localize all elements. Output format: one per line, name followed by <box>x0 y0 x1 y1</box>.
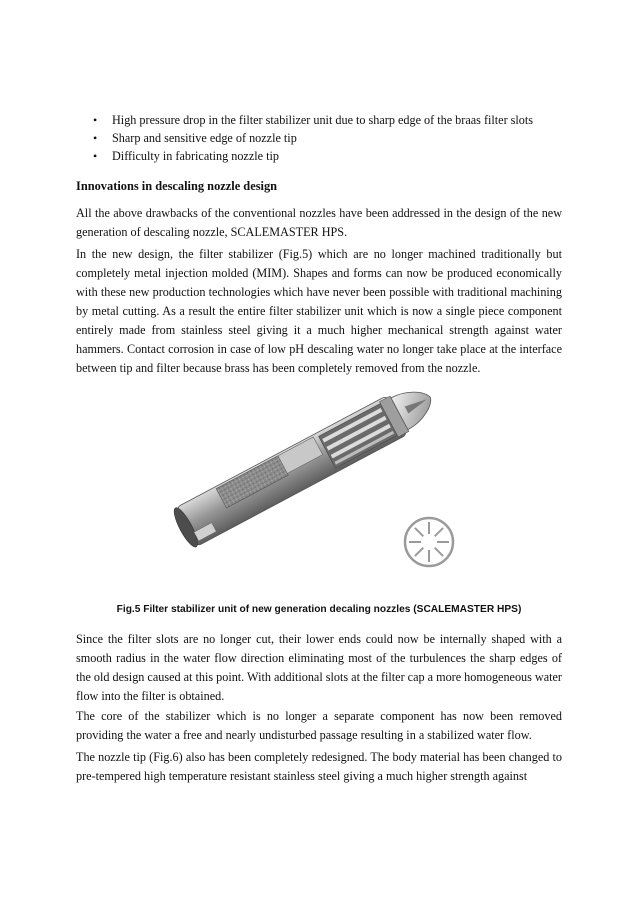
filter-stabilizer-figure <box>140 382 470 592</box>
paragraph: All the above drawbacks of the conventional nozzles have been addressed in the design of the new generation of descaling nozzle, SCALEMASTER HPS. <box>76 206 562 239</box>
filter-cap-end-view <box>405 518 453 566</box>
list-item: • Difficulty in fabricating nozzle tip <box>78 148 558 166</box>
nozzle-illustration <box>140 382 470 592</box>
figure-caption: Fig.5 Filter stabilizer unit of new generation decaling nozzles (SCALEMASTER HPS) <box>116 604 522 615</box>
paragraph: The nozzle tip (Fig.6) also has been completely redesigned. The body material has been changed to pre-tempered high temperature resistant stainless steel giving a much higher strength against <box>76 750 562 783</box>
list-item: • Sharp and sensitive edge of nozzle tip <box>78 130 558 148</box>
drawback-list <box>78 112 558 165</box>
section-heading: Innovations in descaling nozzle design <box>76 179 278 193</box>
paragraph: Since the filter slots are no longer cut, their lower ends could now be internally shaped with a smooth radius in the water flow direction eliminating most of the turbulences the sharp edges of the old design caused at this point. With additional slots at the filter cap a more homogeneous water flow into the filter is obtained. <box>76 632 562 703</box>
paragraph: In the new design, the filter stabilizer (Fig.5) which are no longer machined traditionally but completely metal injection molded (MIM). Shapes and forms can now be produced economically with these new production technologies which have never been possible with traditional machining by metal cutting. As a result the entire filter stabilizer unit which is now a single piece component entirely made from stainless steel giving it a much higher mechanical strength against water hammers. Contact corrosion in case of low pH descaling water no longer take place at the interface between tip and filter because brass has been completely removed from the nozzle. <box>76 247 562 375</box>
list-item: • High pressure drop in the filter stabilizer unit due to sharp edge of the braas filter slots <box>78 112 558 130</box>
paragraph: The core of the stabilizer which is no longer a separate component has now been removed providing the water a free and nearly undisturbed passage resulting in a stabilized water flow. <box>76 709 562 742</box>
